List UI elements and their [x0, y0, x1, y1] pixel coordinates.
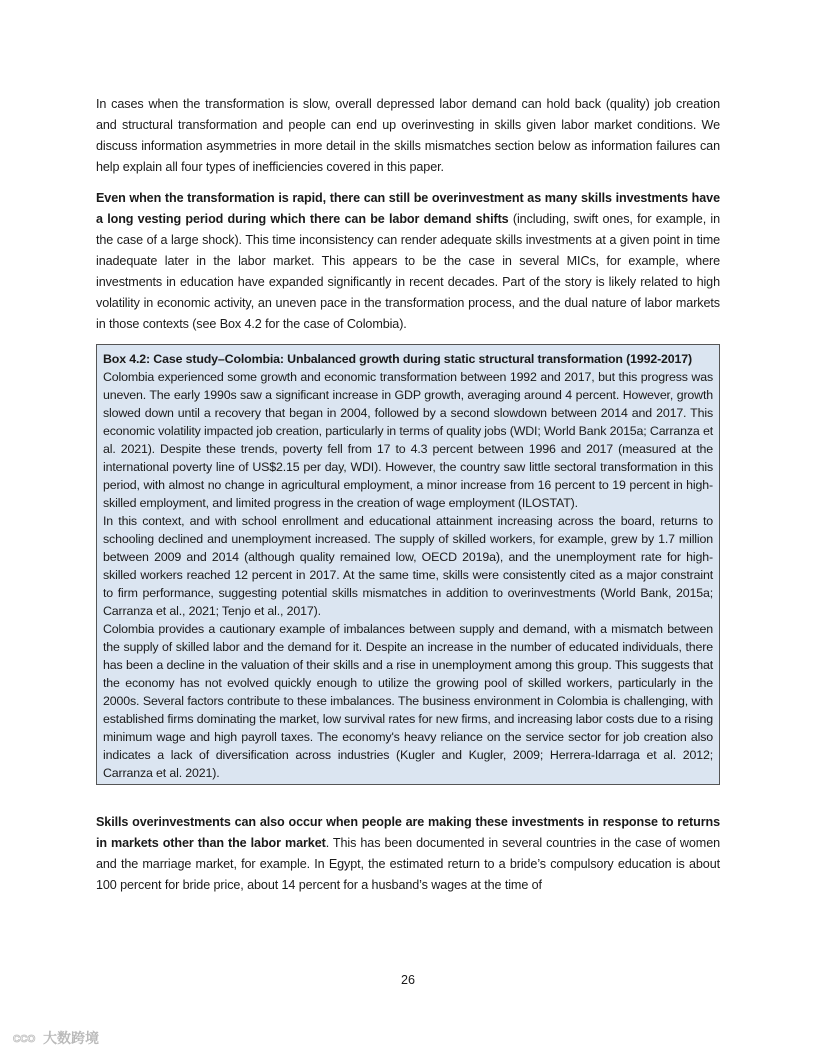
paragraph-rapid-transformation — [96, 188, 720, 335]
box-paragraph-imbalances: Colombia provides a cautionary example of imbalances between supply and demand, with a mismatch between the supply of skilled labor and the demand for it. Despite an increase in the number of educated individuals, there has been a decline in the valuation of their skills and a rise in unemployment among this group. This suggests that the economy has not evolved quickly enough to utilize the growing pool of skilled workers, particularly in the 2000s. Several factors contribute to these imbalances. The business environment in Colombia is challenging, with established firms dominating the market, low survival rates for new firms, and increasing labor costs due to a rising minimum wage and high payroll taxes. The economy's heavy reliance on the service sector for job creation also indicates a lack of diversification across industries (Kugler and Kugler, 2009; Herrera-Idarraga et al. 2012; Carranza et al. 2021). — [103, 622, 713, 780]
page-number: 26 — [400, 973, 415, 987]
paragraph-other-markets — [96, 812, 720, 896]
watermark — [12, 1028, 99, 1048]
box-paragraph-returns: In this context, and with school enrollment and educational attainment increasing across the board, returns to schooling declined and unemployment increased. The supply of skilled workers, for example, grew by 1.7 million between 2009 and 2014 (although quality remained low, OECD 2019a), and the unemployment rate for high-skilled workers reached 12 percent in 2017. At the same time, skills were consistently cited as a major constraint to firm performance, suggesting potential skills mismatches in addition to overinvestments (World Bank, 2015a; Carranza et al., 2021; Tenjo et al., 2017). — [103, 514, 713, 618]
paragraph-rapid-transformation-text: (including, swift ones, for example, in the case of a large shock). This time inconsistency can render adequate skills investments at a given point in time inadequate later in the labor market. This appears to be the case in several MICs, for example, where investments in education have expanded significantly in recent decades. Part of the story is likely related to high volatility in economic activity, an uneven pace in the transformation process, and the dual nature of labor markets in those contexts (see Box 4.2 for the case of Colombia). — [96, 212, 721, 331]
box-paragraph-growth: Colombia experienced some growth and economic transformation between 1992 and 2017, but this progress was uneven. The early 1990s saw a significant increase in GDP growth, averaging around 4 percent. However, growth slowed down until a recovery that began in 2004, followed by a second slowdown between 2014 and 2017. This economic volatility impacted job creation, particularly in terms of quality jobs (WDI; World Bank 2015a; Carranza et al. 2021). Despite these trends, poverty fell from 17 to 4.3 percent between 1996 and 2017 (measured at the international poverty line of US$2.15 per day, WDI). However, the country saw little sectoral transformation in this period, with almost no change in agricultural employment, a minor increase from 16 percent to 19 percent in high-skilled employment, and limited progress in the creation of wage employment (ILOSTAT). — [103, 370, 713, 510]
svg-text:CCO: CCO — [13, 1034, 36, 1045]
box-title: Box 4.2: Case study–Colombia: Unbalanced growth during static structural transformation (1992-2017) — [103, 352, 692, 366]
watermark-text: 大数跨境 — [43, 1030, 99, 1046]
paragraph-slow-transformation: In cases when the transformation is slow, overall depressed labor demand can hold back (quality) job creation and structural transformation and people can end up overinvesting in skills given labor market conditions. We discuss information asymmetries in more detail in the skills mismatches section below as information failures can help explain all four types of inefficiencies covered in this paper. — [96, 97, 720, 174]
paragraph-other-markets-text: . This has been documented in several countries in the case of women and the marriage market, for example. In Egypt, the estimated return to a bride’s compulsory education is about 100 percent for bride price, about 14 percent for a husband’s wages at the time of — [96, 836, 720, 892]
paragraph-rapid-transformation-lead: Even when the transformation is rapid, there can still be overinvestment as many skills investments have a long vesting period during which there can be labor demand shifts — [96, 191, 720, 226]
paragraph-other-markets-lead: Skills overinvestments can also occur when people are making these investments in response to returns in markets other than the labor market — [96, 815, 720, 850]
watermark-logo-icon — [12, 1030, 40, 1046]
document-body — [96, 94, 720, 896]
case-study-box — [96, 344, 720, 785]
